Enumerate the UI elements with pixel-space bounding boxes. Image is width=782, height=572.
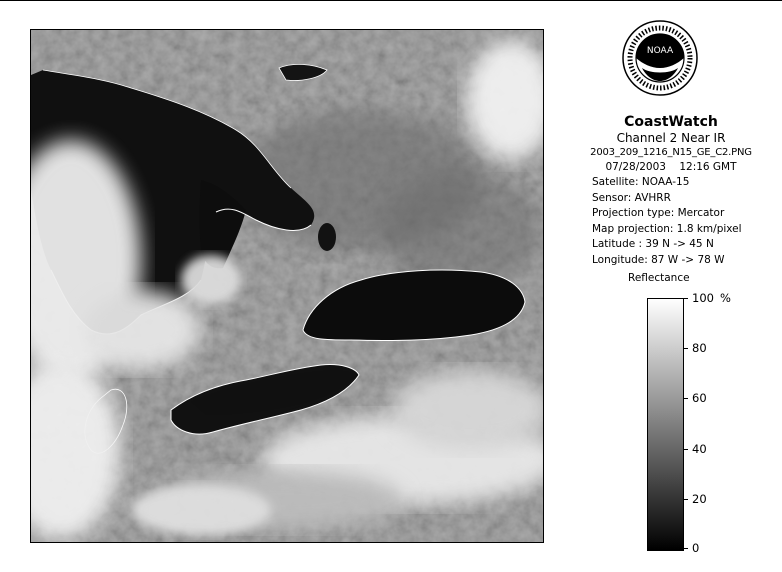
top-border [0, 0, 782, 1]
acquisition-date: 07/28/2003 [605, 161, 666, 173]
meta-longitude: Longitude: 87 W -> 78 W [592, 253, 725, 266]
meta-latitude: Latitude : 39 N -> 45 N [592, 238, 714, 250]
meta-satellite: Satellite: NOAA-15 [592, 176, 690, 188]
meta-sensor: Sensor: AVHRR [592, 191, 671, 204]
channel-label: Channel 2 Near IR [616, 131, 726, 145]
colorbar-tick: 80 [683, 341, 743, 355]
file-name: 2003_209_1216_N15_GE_C2.PNG [590, 147, 752, 158]
acquisition-datetime [560, 160, 782, 175]
meta-projection-type: Projection type: Mercator [592, 207, 725, 219]
colorbar-ticks [683, 291, 743, 555]
logo-text: NOAA [646, 46, 674, 56]
colorbar-tick: 60 [683, 391, 743, 405]
acquisition-time: 12:16 GMT [679, 161, 737, 173]
lake-simcoe [318, 223, 336, 251]
meta-map-projection: Map projection: 1.8 km/pixel [592, 222, 742, 235]
colorbar-title: Reflectance [628, 272, 690, 284]
colorbar-tick: 20 [683, 492, 743, 506]
noaa-logo [622, 20, 698, 96]
colorbar-tick: 40 [683, 442, 743, 456]
colorbar-tick: 100 [683, 291, 743, 305]
colorbar [647, 298, 684, 551]
product-title: CoastWatch [624, 114, 718, 130]
colorbar-tick: 0 [683, 541, 743, 555]
satellite-map-svg [31, 30, 543, 542]
satellite-image [30, 29, 544, 543]
info-panel [560, 114, 782, 268]
colorbar-unit: % [720, 291, 731, 305]
